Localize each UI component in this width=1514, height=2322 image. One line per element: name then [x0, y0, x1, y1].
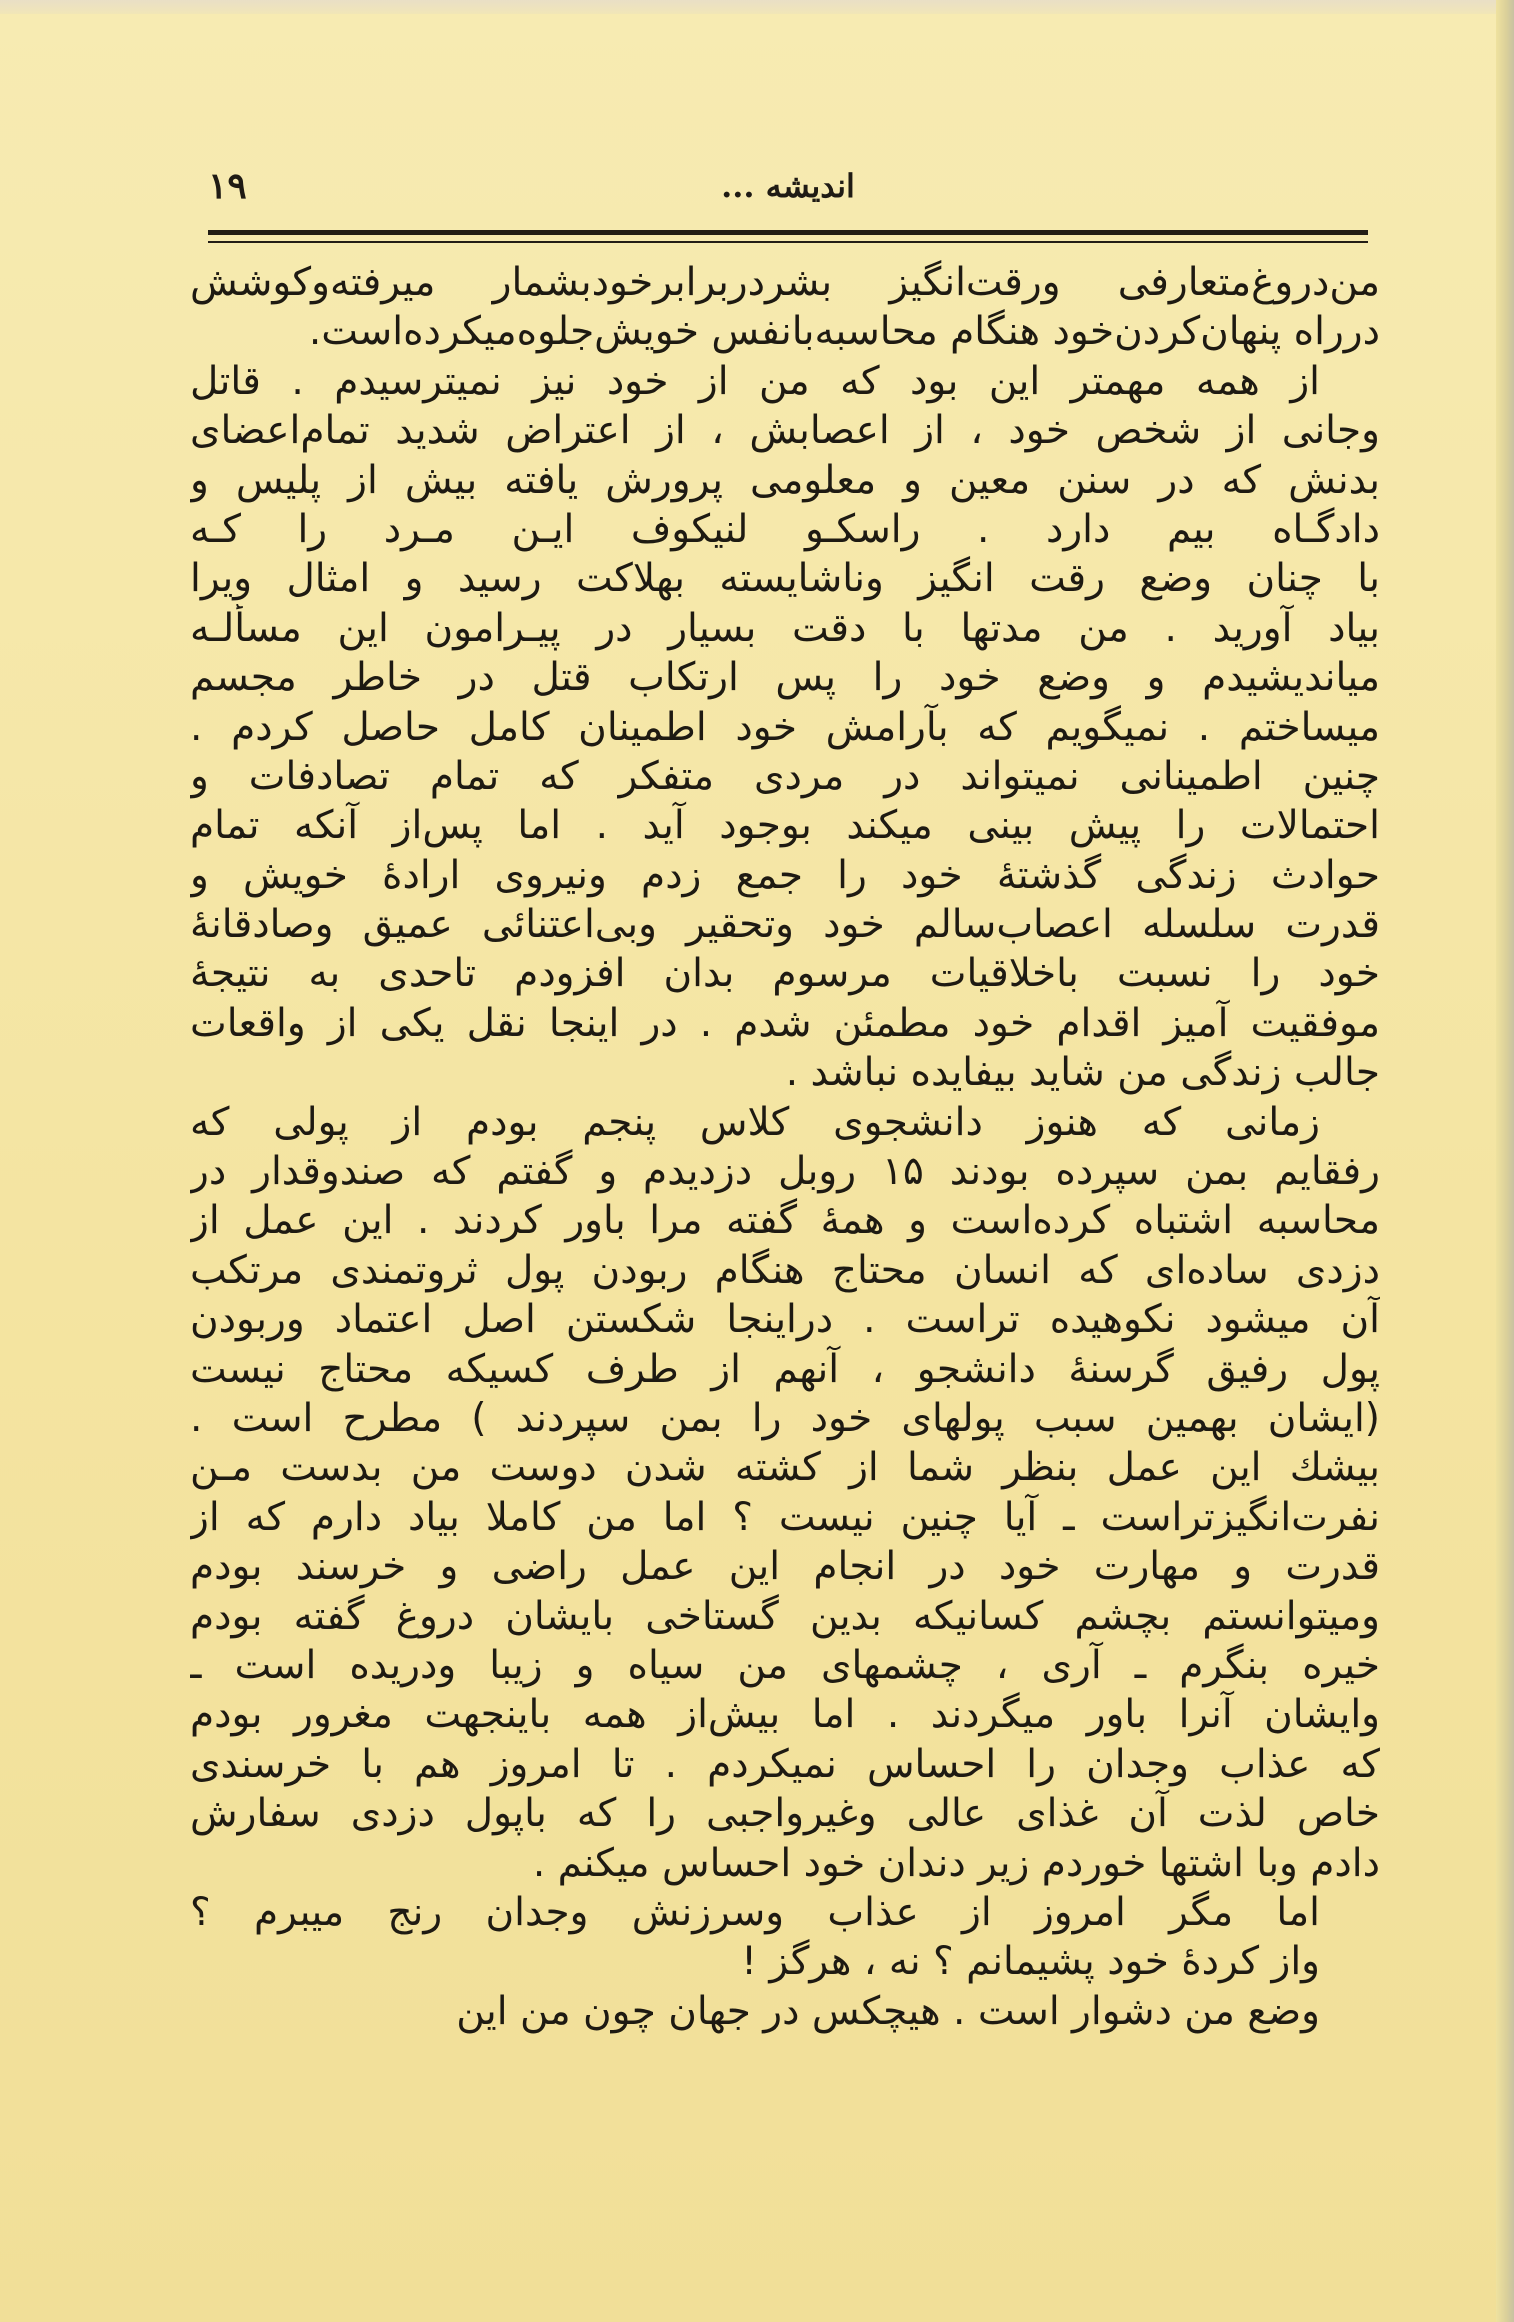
text-line: چنین اطمینانی نمیتواند در مردی متفکر که تمام تصادفات و — [190, 753, 1380, 799]
text-line: حوادث زندگی گذشتهٔ خود را جمع زدم ونیروی ارادهٔ خویش و — [190, 852, 1380, 898]
text-line: که عذاب وجدان را احساس نمیکردم . تا امروز هم با خرسندی — [190, 1741, 1380, 1787]
text-line: با چنان وضع رقت انگیز وناشایسته بهلاکت رسید و امثال ویرا — [190, 556, 1380, 602]
header-rule-thin — [208, 241, 1368, 243]
text-line: خود را نسبت باخلاقیات مرسوم بدان افزودم تاحدی به نتیجهٔ — [190, 951, 1380, 997]
page-number: ۱۹ — [208, 165, 247, 207]
text-line: قدرت سلسله اعصاب‌سالم خود وتحقیر وبی‌اعتنائی عمیق وصادقانهٔ — [190, 902, 1380, 948]
text-line: قدرت و مهارت خود در انجام این عمل راضی و خرسند بودم — [190, 1544, 1380, 1590]
text-line: رفقایم بمن سپرده بودند ۱۵ روبل دزدیدم و گفتم که صندوقدار در — [190, 1149, 1380, 1195]
text-line: بدنش که در سنن معین و معلومی پرورش یافته بیش از پلیس و — [190, 457, 1380, 503]
body-text — [190, 258, 1380, 2036]
text-line: زمانی که هنوز دانشجوی کلاس پنجم بودم از پولی که — [190, 1099, 1320, 1145]
text-line: میاندیشیدم و وضع خود را پس ارتکاب قتل در خاطر مجسم — [190, 655, 1380, 701]
text-line: میساختم . نمیگویم که بآرامش خود اطمینان کامل حاصل کردم . — [190, 704, 1380, 750]
text-line: دادم وبا اشتها خوردم زیر دندان خود احساس میکنم . — [532, 1840, 1380, 1886]
text-line: اما مگر امروز از عذاب وسرزنش وجدان رنج میبرم ؟ — [190, 1889, 1320, 1935]
text-line: وایشان آنرا باور میگردند . اما بیش‌از همه باینجهت مغرور بودم — [190, 1692, 1380, 1738]
text-line: واز کردهٔ خود پشیمانم ؟ نه ، هرگز ! — [741, 1939, 1320, 1985]
header-rule-thick — [208, 230, 1368, 235]
text-line: جالب زندگی من شاید بیفایده نباشد . — [785, 1050, 1380, 1096]
running-head: اندیشه ... — [721, 167, 855, 205]
text-line: خیره بنگرم ـ آری ، چشمهای من سیاه و زیبا ودریده است ـ — [190, 1642, 1380, 1688]
text-line: پول رفیق گرسنهٔ دانشجو ، آنهم از طرف کسیکه محتاج نیست — [190, 1346, 1380, 1392]
text-line: دزدی ساده‌ای که انسان محتاج هنگام ربودن پول ثروتمندی مرتکب — [190, 1247, 1380, 1293]
text-line: وضع من دشوار است . هیچکس در جهان چون من این — [456, 1988, 1320, 2034]
page-top-edge — [0, 0, 1514, 14]
text-line: ومیتوانستم بچشم کسانیکه بدین گستاخی بایشان دروغ گفته بودم — [190, 1593, 1380, 1639]
text-line: از همه مهمتر این بود که من از خود نیز نمیترسیدم . قاتل — [190, 358, 1320, 404]
page-right-edge — [1496, 0, 1514, 2322]
text-line: بیشك این عمل بنظر شما از کشته شدن دوست من بدست مـن — [190, 1445, 1380, 1491]
text-line: خاص لذت آن غذای عالی وغیرواجبی را که باپول دزدی سفارش — [190, 1791, 1380, 1837]
text-line: درراه پنهان‌کردن‌خود هنگام محاسبه‌بانفس خویش‌جلوه‌میکرده‌است. — [308, 309, 1380, 355]
page-header — [208, 165, 1368, 225]
text-line: احتمالات را پیش بینی میکند بوجود آید . اما پس‌از آنکه تمام — [190, 803, 1380, 849]
text-line: (ایشان بهمین سبب پولهای خود را بمن سپردند ) مطرح است . — [190, 1395, 1380, 1441]
text-line: موفقیت آمیز اقدام خود مطمئن شدم . در اینجا نقل یکی از واقعات — [190, 1000, 1380, 1046]
text-line: محاسبه اشتباه کرده‌است و همهٔ گفته مرا باور کردند . این عمل از — [190, 1198, 1380, 1244]
text-line: وجانی از شخص خود ، از اعصابش ، از اعتراض شدید تمام‌اعضای — [190, 408, 1380, 454]
text-line: آن میشود نکوهیده تراست . دراینجا شکستن اصل اعتماد وربودن — [190, 1297, 1380, 1343]
text-line: دادگـاه بیم دارد . راسکـو لنیکوف ایـن مـرد را کـه — [190, 506, 1380, 552]
text-line: نفرت‌انگیزتراست ـ آیا چنین نیست ؟ اما من کاملا بیاد دارم که از — [190, 1494, 1380, 1540]
text-line: بیاد آورید . من مدتها با دقت بسیار در پیـرامون این مسألـه — [190, 605, 1380, 651]
text-line: من‌دروغ‌متعارفی ورقت‌انگیز بشردربرابرخودبشمار میرفته‌وکوشش — [190, 260, 1380, 305]
